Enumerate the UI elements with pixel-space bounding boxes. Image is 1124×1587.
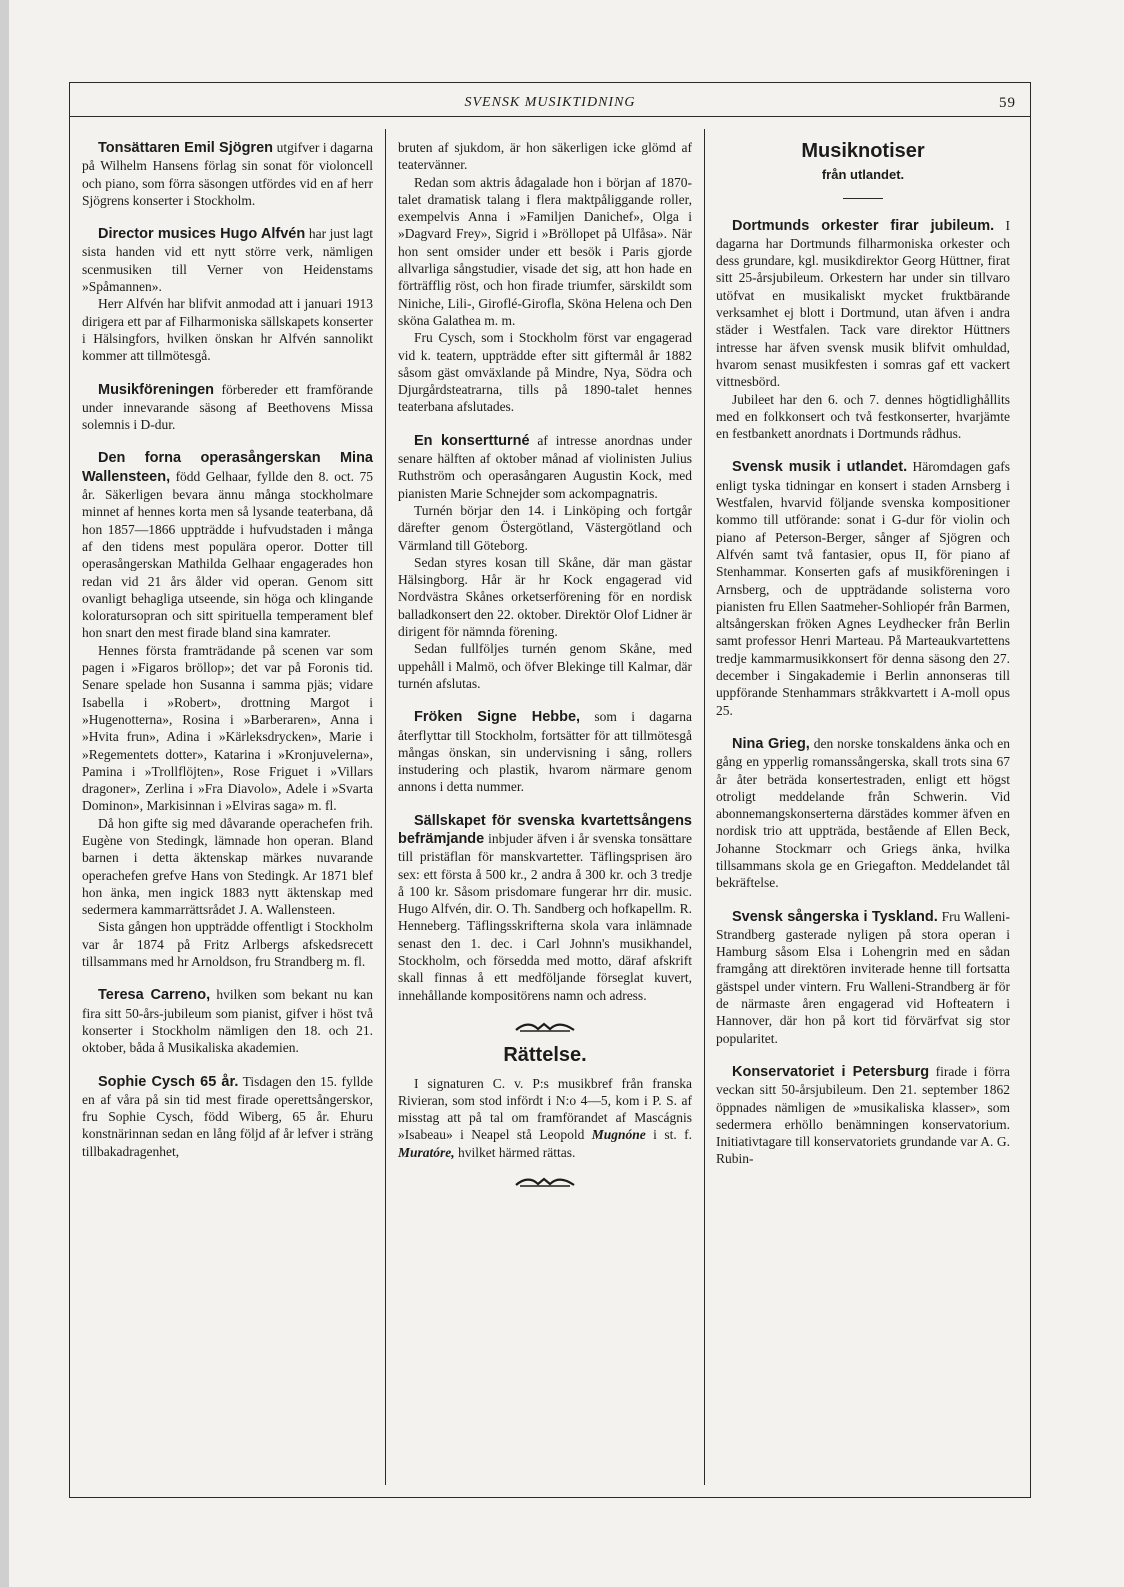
notice-lead: En konsertturné — [414, 432, 530, 449]
notice-text: firade i förra veckan sitt 50-årsjubileum. Den 21. september 1862 öppnades nämligen de »musikaliska klasser», som sedermera erhöllo benämningen konservatorium. Initiativtagare till konservatoriets grundande var A. G. Rubin- — [716, 1063, 1010, 1167]
scan-edge — [0, 0, 9, 1587]
notice-text: den norske tonskaldens änka och en gång en ypperlig romanssångerska, skall trots sina 67 år åter beträda konsertestraden, enligt ett högst otroligt meddelande från Schwerin. Vid abonnemangskonserterna därstädes kommer äfven en nordisk trio att uppträda, bestående af Ellen Beck, Johanne Stockmarr och Griegs änka, hvilka tillsammans skola ge en Griegafton. Meddelandet tål bekräftelse. — [716, 735, 1010, 891]
notice-paragraph: Herr Alfvén har blifvit anmodad att i januari 1913 dirigera ett par af Filharmoniska sällskapets konserter i Hälsingfors, hvilken önskan hr Alfvén sannolikt kommer att tillmötesgå. — [82, 296, 373, 364]
notice-sjogren — [82, 139, 373, 209]
rattelse-name-1: Mugnóne — [591, 1127, 646, 1143]
notice-lead: Dortmunds orkester firar jubileum. — [732, 217, 995, 234]
notice-wallensteen — [82, 449, 373, 970]
column-divider-2 — [704, 129, 705, 1485]
notice-text: Häromdagen gafs enligt tyska tidningar en konsert i staden Arnsberg i Westfalen, hvarvid följande svenska kompositioner kommo till utförande: sonat i G-dur för violin och piano af Peterson-Berger, sånger af Sjögren och Alfvén samt två fantasier, opus II, för piano af Stenhammar. Konserten gafs af musikföreningen i Arnsberg, och de uppträdande solisterna voro pianisten fru Ellen Saatmeher-Sohliopér från Barmen, altsångerskan fröken Agnes Leydhecker från Berlin samt professor Henri Marteau. På Marteaukvartettens tredje kammarmusikkonsert för denna säsong den 27. december i Singakademie i Berlin annonseras till uppförande Stenhammars stråkkvartett i A-moll opus 25. — [716, 459, 1011, 718]
notice-text: utgifver i dagarna på Wilhelm Hansens förlag sin sonat för violoncell och piano, som förra säsongen utfördes vid en af herr Sjögrens konserter i Stockholm. — [82, 140, 373, 208]
notice-lead: Svensk musik i utlandet. — [732, 459, 908, 476]
column-1 — [82, 139, 373, 1176]
section-subtitle: från utlandet. — [821, 167, 905, 183]
section-rule — [843, 198, 883, 199]
notice-lead: Konservatoriet i Petersburg — [732, 1063, 930, 1080]
notice-lead: Teresa Carreno, — [98, 987, 211, 1004]
ornament-divider — [398, 1020, 692, 1037]
notice-hebbe — [398, 708, 692, 795]
notice-text: hvilken som bekant nu kan fira sitt 50-års-jubileum som pianist, gifver i höst två konserter i Stockholm nämligen den 18. och 21. oktober, båda å Musikaliska akademien. — [82, 987, 374, 1056]
notice-lead: Fröken Signe Hebbe, — [414, 709, 581, 726]
notice-paragraph: Sista gången hon uppträdde offentligt i Stockholm var år 1874 på Fritz Arlbergs afskedsrecett tillsammans med hr Arnoldson, fru Strandberg m. fl. — [82, 919, 373, 970]
notice-paragraph: Turnén börjar den 14. i Linköping och fortgår därefter genom Östergötland, Västergötland och Värmland till Göteborg. — [398, 502, 692, 553]
notice-lead: Den forna operasångerskan Mina Wallensteen, — [82, 450, 373, 485]
notice-paragraph: Hennes första framträdande på scenen var som pagen i »Figaros bröllop»; det var på Foronis tid. Senare spelade hon Susanna i samma pjäs; vidare Isabella i »Robert», drottning Margot i »Hugenotterna», Rosina i »Barberaren», Anna i »Hvita frun», Adina i »Kärleksdrycken», Marie i »Regementets dotter», Katarina i »Kronjuvelerna», Pamina i »Trollflöjten», Rose Friguet i »Villars dragoner», Zerlina i »Fra Diavolo», Adele i »Svarta Dominon», Markisinnan i »Elviras saga» m. fl. — [82, 642, 373, 814]
notice-nina-grieg — [716, 735, 1010, 892]
notice-paragraph: Sedan fullföljes turnén genom Skåne, med uppehåll i Malmö, och öfver Blekinge till Kalmar, där turnén afslutas. — [398, 641, 692, 691]
notice-lead: Nina Grieg, — [732, 735, 810, 752]
notice-konsertturne — [398, 432, 692, 692]
notice-alfven — [82, 225, 373, 364]
notice-text: Tisdagen den 15. fyllde en af våra på sin tid mest firade operettsångerskor, fru Sophie Cysch, född Wiberg, 65 år. Ehuru konstnärinnan sedan en lång följd af år lefver i sträng tillbakadragenhet, — [82, 1073, 373, 1159]
column-divider-1 — [385, 129, 386, 1485]
notice-sangerska-tyskland — [716, 908, 1010, 1047]
notice-carreno — [82, 986, 373, 1056]
running-head — [70, 95, 1030, 111]
rattelse-name-2: Muratóre, — [398, 1144, 455, 1160]
page-number: 59 — [999, 95, 1016, 111]
notice-petersburg — [716, 1063, 1010, 1168]
notice-lead: Director musices Hugo Alfvén — [98, 226, 306, 243]
notice-paragraph: Jubileet har den 6. och 7. dennes högtidlighållits med en folkkonsert och två festkonserter, hvarjämte en festbankett anordnats i Dortmunds rådhus. — [716, 391, 1010, 442]
notice-dortmund — [716, 217, 1010, 443]
notice-musikforeningen — [82, 381, 373, 434]
notice-lead: Musikföreningen — [98, 381, 215, 398]
notice-cysch-continued — [398, 139, 692, 416]
column-3 — [716, 139, 1010, 1184]
journal-title: SVENSK MUSIKTIDNING — [464, 95, 636, 110]
notice-text: har just lagt sista handen vid ett nytt större verk, nämligen scenmusiken till Verner von Heidenstams »Spåmannen». — [82, 226, 374, 295]
notice-text: inbjuder äfven i år svenska tonsättare till pristäflan för manskvartetter. Täflingsprisen äro sex: ett första å 500 kr., 2 andra å 300 kr. och 3 tredje å 100 kr. Såsom prisdomare fungerar hrr dir. music. Hugo Alfvén, dir. O. Th. Sandberg och hofkapellm. R. Henneberg. Täflingsskrifterna skola vara inlämnade senast den 1. dec. i Carl Johnn's musikhandel, Stockholm, och försedda med motto, däraf afskrift skall finnas å ett medföljande förseglat kuvert, innehållande kompositörens namn och adress. — [398, 830, 692, 1003]
notice-lead: Svensk sångerska i Tyskland. — [732, 908, 938, 925]
notice-paragraph: Sedan styres kosan till Skåne, där man gästar Hälsingborg. Hår är hr Kock engagerad vid Nordvästra Skånes orketserförening för en nordisk balladkonsert den 22. oktober. Direktör Olof Lidner är dirigent för nämnda förening. — [398, 554, 692, 640]
notice-text: född Gelhaar, fyllde den 8. oct. 75 år. Säkerligen bevara ännu många stockholmare minnet af hennes korta men så lysande teaterbana, då hon 1857—1866 uppträdde i hufvudstaden i många af den tidens mest populära operor. Dotter till operasångerskan Mathilda Gelhaar engagerades hon redan vid 21 års ålder vid operan. Genom sitt ovanligt behagliga utseende, sin höga och klingande koloratursopran och sitt spirituella temperament blef hon snart den mest firade bland sina kamrater. — [82, 468, 374, 641]
section-title: Musiknotiser — [801, 140, 925, 162]
notice-text: I dagarna har Dortmunds filharmoniska orkester och dess grundare, kgl. musikdirektor Georg Hüttner, firat sitt 25-årsjubileum. Orkestern har under sin tillvaro utöfvat en musikaliskt mycket fruktbärande verksamhet ej blott i Dortmund, utan äfven i andra städer i Westfalen. Tack vare direktor Hüttners intresse har äfven svensk musik blifvit omhuldad, hvarom senast musikfesten i somras gaf ett vackert vittnesbörd. — [716, 217, 1010, 390]
column-2 — [398, 139, 692, 1202]
notice-cysch — [82, 1073, 373, 1160]
notice-lead: Sällskapet för svenska kvartettsångens befrämjande — [398, 812, 692, 847]
notice-paragraph: Då hon gifte sig med dåvarande operachefen frih. Eugène von Stedingk, lämnade hon operan. Bland barnen i detta äktenskap märkes nuvarande operachefen grefve Hans von Stedingk. Ar 1871 blef hon änka, men ingick 1883 nytt äktenskap med sedermera kammarrättsrådet J. A. Wallensteen. — [82, 815, 373, 918]
notice-paragraph: Fru Cysch, som i Stockholm först var engagerad vid k. teatern, uppträdde efter sitt giftermål år 1882 såsom gäst omväxlande på Mindre, Nya, Södra och Djurgårdsteatrarna, tills på 1890-talet hennes teaterbana afslutades. — [398, 330, 692, 415]
ornament-divider — [398, 1175, 692, 1192]
notice-text: Fru Walleni-Strandberg gasterade nyligen på stora operan i Hamburg såsom Elsa i Lohengrin med en sådan framgång att direktören inviterade henne till fortsatta gästspel under vintern. Fru Walleni-Strandberg är för de närmaste åren engagerad vid Hofteatern i Hannover, där hon på kort tid förvärfvat sig stor popularitet. — [716, 908, 1011, 1046]
notice-paragraph: Redan som aktris ådagalade hon i början af 1870-talet dramatisk talang i flera maktpåliggande roller, exempelvis Anna i »Familjen Danichef», Olga i »Dagvard Frey», Sigrid i »Bröllopet på Ulfåsa». När hon sent omsider under ett besök i Paris gjorde allvarliga sångstudier, visade det sig, att hon hade en förträfflig röst, och hon firade triumfer, särskildt som Niniche, Lili-, Giroflé-Girofla, Sköna Helena och Den sköna Galathea m. m. — [398, 174, 692, 328]
notice-lead: Sophie Cysch 65 år. — [98, 1073, 239, 1090]
notice-paragraph: bruten af sjukdom, är hon säkerligen icke glömd af teatervänner. — [398, 140, 692, 173]
notice-text: som i dagarna återflyttar till Stockholm, fortsätter för att tillmötesgå mångas önskan, sin undervisning i sång, rollers instudering och plastik, hvarom närmare genom annons i detta nummer. — [398, 709, 692, 795]
notice-svensk-musik — [716, 458, 1010, 718]
header-rule — [70, 116, 1030, 117]
rattelse-title: Rättelse. — [503, 1044, 587, 1067]
notice-text: af intresse anordnas under senare hälften af oktober månad af violinisten Julius Ruthström och operasångaren Augustin Kock, med pianisten Marie Schnejder som ackompagnatris. — [398, 432, 692, 501]
notice-lead: Tonsättaren Emil Sjögren — [98, 140, 273, 156]
rattelse-text: I signaturen C. v. P:s musikbref från franska Rivieran, som stod infördt i N:o 4—5, kom i P. S. af misstag att på tal om framförandet af Mascágnis »Isabeau» i Neapel stå Leopold Mugnóne i st. f. Muratóre, hvilket härmed rättas. — [398, 1075, 692, 1160]
notice-text: förbereder ett framförande under innevarande säsong af Beethovens Missa solemnis i D-dur. — [82, 381, 373, 433]
page-frame — [69, 82, 1031, 1498]
notice-kvartettsang — [398, 812, 692, 1004]
